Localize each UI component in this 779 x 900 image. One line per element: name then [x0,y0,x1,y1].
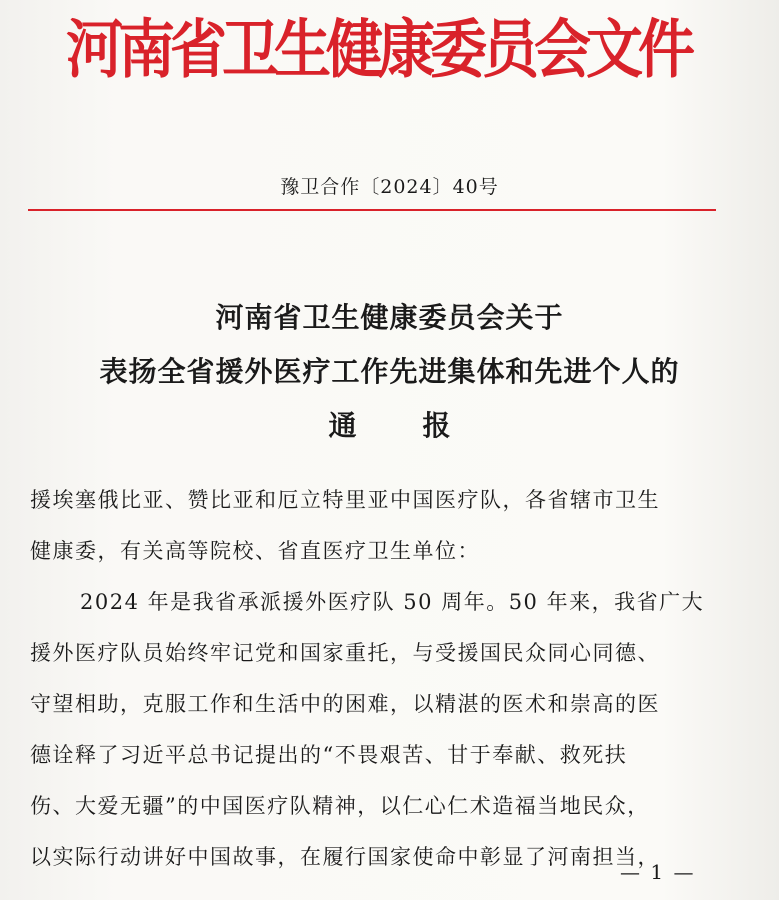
title-line-2: 表扬全省援外医疗工作先进集体和先进个人的 [99,355,680,388]
recipients-line-2: 健康委，有关高等院校、省直医疗卫生单位： [30,539,480,563]
body-line-3: 守望相助，克服工作和生活中的困难，以精湛的医术和崇高的医 [30,692,660,716]
document-number: 豫卫合作〔2024〕40号 [280,176,499,198]
body-line-1: 2024 年是我省承派援外医疗队 50 周年。50 年来，我省广大 [80,590,705,614]
body-line-5: 伤、大爱无疆”的中国医疗队精神，以仁心仁术造福当地民众， [30,794,650,818]
body-line-4: 德诠释了习近平总书记提出的“不畏艰苦、甘于奉献、救死扶 [30,743,628,767]
title-line-3: 通报 [328,409,517,442]
title-line-1: 河南省卫生健康委员会关于 [215,301,564,334]
body-line-2: 援外医疗队员始终牢记党和国家重托，与受援国民众同心同德、 [30,641,660,665]
page-number: — 1 — [620,860,696,884]
recipients-line-1: 援埃塞俄比亚、赞比亚和厄立特里亚中国医疗队，各省辖市卫生 [30,488,660,512]
body-line-6: 以实际行动讲好中国故事，在履行国家使命中彰显了河南担当， [30,845,660,869]
red-divider-line [28,209,716,211]
document-masthead: 河南省卫生健康委员会文件 [66,13,690,88]
